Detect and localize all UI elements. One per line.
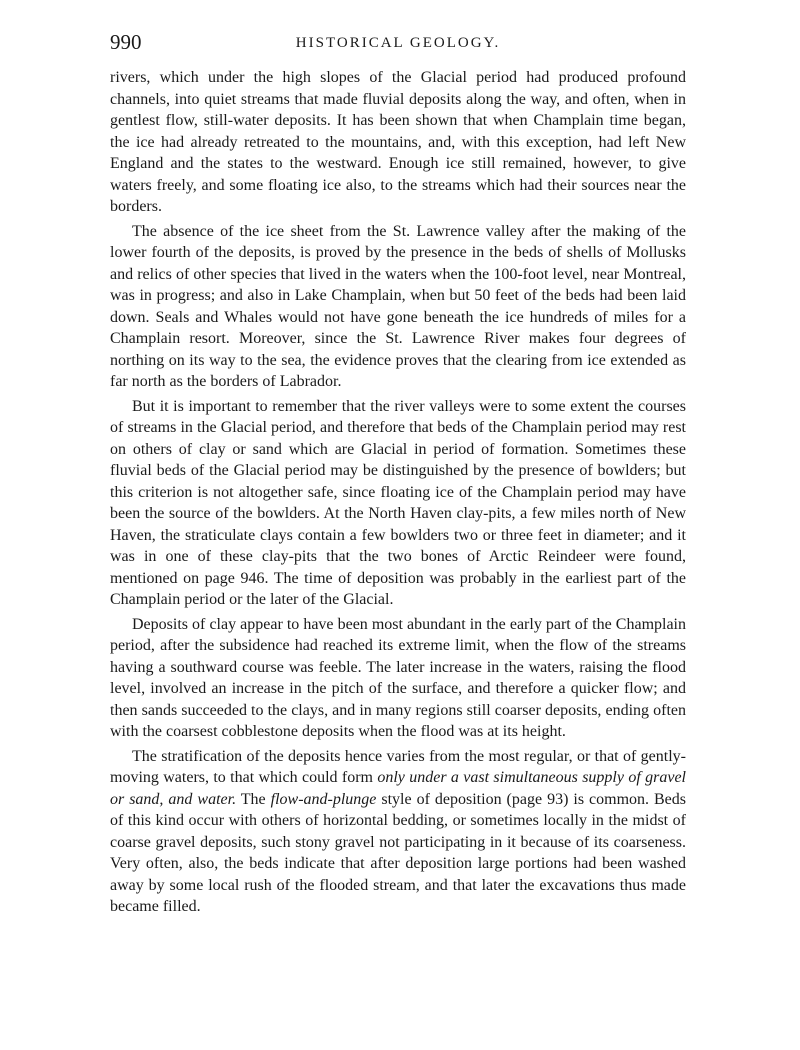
paragraph-5-italic-term: flow-and-plunge xyxy=(270,790,377,808)
paragraph-1: rivers, which under the high slopes of the Glacial period had produced profound channels, into quiet streams that made fluvial deposits along the way, and often, when in gentlest flow, still-water deposits. It has been shown that when Champlain time began, the ice had already retreated to the mountains, and, with this exception, had left New England and the states to the westward. Enough ice still remained, however, to give waters freely, and some floating ice also, to the streams which had their sources near the borders. xyxy=(110,69,686,215)
paragraph-5-text-middle: The xyxy=(236,790,271,808)
paragraph-2: The absence of the ice sheet from the St. Lawrence valley after the making of the lower fourth of the deposits, is proved by the presence in the beds of shells of Mollusks and relics of other species that lived in the waters when the 100-foot level, near Montreal, was in progress; and also in Lake Champlain, when but 50 feet of the beds had been laid down. Seals and Whales would not have gone beneath the ice hundreds of miles for a Champlain resort. Moreover, since the St. Lawrence River makes four degrees of northing on its way to the sea, the evidence proves that the clearing from ice extended as far north as the borders of Labrador. xyxy=(110,222,686,390)
page-number: 990 xyxy=(110,30,142,54)
running-title: HISTORICAL GEOLOGY. xyxy=(295,35,501,51)
paragraph-5-text-before: The stratification of the deposits hence varies from the most regular, or that of gently-moving waters, to that which could form xyxy=(110,747,686,786)
paragraph-5-italic-phrase: only under a vast simultaneous supply of gravel or sand, and water. xyxy=(110,769,687,808)
paragraph-3: But it is important to remember that the river valleys were to some extent the courses of streams in the Glacial period, and therefore that beds of the Champlain period may rest on others of clay or sand which are Glacial in period of formation. Sometimes these fluvial beds of the Glacial period may be distinguished by the presence of bowlders; but this criterion is not altogether safe, since floating ice of the Champlain period may have been the source of the bowlders. At the North Haven clay-pits, a few miles north of New Haven, the straticulate clays contain a few bowlders two or three feet in diameter; and it was in one of these clay-pits that the two bones of Arctic Reindeer were found, mentioned on page 946. The time of deposition was probably in the earliest part of the Champlain period or the later of the Glacial. xyxy=(110,397,686,608)
paragraph-5 xyxy=(110,746,686,918)
paragraph-5-text-after: style of deposition (page 93) is common. Beds of this kind occur with others of horizontal bedding, or sometimes locally in the midst of coarse gravel deposits, such stony gravel not participating in it because of its coarseness. Very often, also, the beds indicate that after deposition large portions had been washed away by some local rush of the flooded stream, and that later the excavations thus made became filled. xyxy=(110,790,687,915)
body-text xyxy=(110,67,686,921)
paragraph-4: Deposits of clay appear to have been most abundant in the early part of the Champlain period, after the subsidence had reached its extreme limit, when the flow of the streams having a southward course was feeble. The later increase in the waters, raising the flood level, involved an increase in the pitch of the surface, and therefore a quicker flow; and then sands succeeded to the clays, and in many regions still coarser deposits, ending often with the coarsest cobblestone deposits when the flood was at its height. xyxy=(110,615,686,740)
running-head xyxy=(110,30,686,54)
